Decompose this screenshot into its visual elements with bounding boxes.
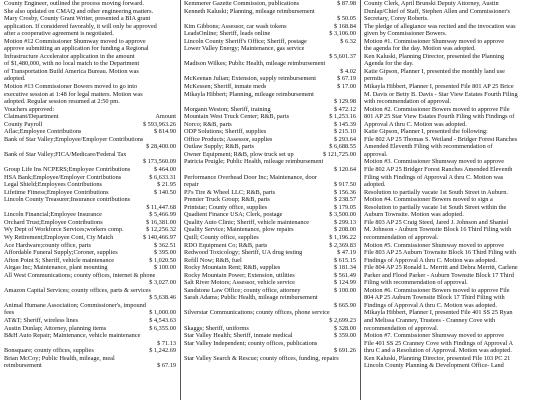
voucher-description: Skaggs; Sheriff, uniforms <box>184 324 249 332</box>
voucher-row <box>184 189 356 197</box>
amount-line: $ 691.26 <box>333 347 356 355</box>
voucher-amount: $ 1,253.16 <box>329 113 356 121</box>
voucher-row <box>4 264 176 272</box>
voucher-amount: $ 16,381.00 <box>146 218 176 226</box>
voucher-amount: $ 299.13 <box>333 218 356 226</box>
text-line: File 803 AP 25 Craig Steed, Jared J. Johnson and Shantel <box>364 218 509 226</box>
text-line: The pledge of allegiance was recited and the invocation was <box>364 22 516 30</box>
voucher-row <box>4 121 176 129</box>
amount-line: $ 129.98 <box>333 98 356 106</box>
voucher-row <box>4 347 176 355</box>
text-line: Parker and Flood Parker - Auburn Townsite Block 17 Third <box>364 271 514 279</box>
voucher-row <box>4 257 176 265</box>
voucher-description: reimbursement <box>4 362 42 370</box>
voucher-amount: $ 17.00 <box>337 83 356 91</box>
voucher-row <box>184 136 356 144</box>
voucher-row <box>184 60 356 68</box>
text-line: Katie Gipson, Planner I, presented the monthly land use <box>364 67 505 75</box>
voucher-description: Star Valley Search & Rescue; county offices, funding, repairs <box>184 354 339 362</box>
text-line: File 802 AP 25 Bridger Forest Ranches Amended Eleventh <box>364 166 513 174</box>
amount-line: $ 120.64 <box>333 166 356 174</box>
voucher-description: Affordable Funeral Supply;Coroner, supplies <box>4 249 118 257</box>
voucher-row <box>4 166 176 174</box>
voucher-row <box>4 226 176 234</box>
text-line: B&H Auto Repair; Maintenance, vehicle maintenance <box>4 332 141 340</box>
voucher-description: Afton Point S; Sheriff, vehicle maintenance <box>4 256 115 264</box>
voucher-row <box>4 128 176 136</box>
text-line: Secretary, Corey Roberts. <box>364 15 429 23</box>
voucher-amount: $ 293.64 <box>333 135 356 143</box>
voucher-description: Lifetime Fitness;Employee Contributions <box>4 188 109 196</box>
voucher-row <box>184 340 356 348</box>
voucher-amount: $ 140.50 <box>153 188 176 196</box>
amount-line: $ 3,027.00 <box>149 279 176 287</box>
voucher-amount: $ 917.50 <box>333 181 356 189</box>
voucher-row <box>4 234 176 242</box>
voucher-row <box>184 264 356 272</box>
text-line: Approval A thru C. Motion was adopted. <box>364 120 467 128</box>
voucher-description: Morgann Weston; Sheriff, training <box>184 105 271 113</box>
text-line: Vouchers approved: <box>4 105 55 113</box>
column-right <box>364 0 536 400</box>
voucher-row <box>184 234 356 242</box>
voucher-description: Quadient Finance USA; Clerk, postage <box>184 211 283 219</box>
text-line: permits <box>364 75 383 83</box>
column-left <box>4 0 176 400</box>
voucher-row <box>4 249 176 257</box>
voucher-description: Claimant/Department <box>4 113 59 121</box>
voucher-amount <box>174 272 176 280</box>
text-line: Findings of Approval A thru C. Motion was adopted. <box>364 256 497 264</box>
voucher-row <box>184 30 356 38</box>
voucher-row <box>184 113 356 121</box>
voucher-row <box>4 174 176 182</box>
amount-line: $ 5,601.37 <box>329 52 356 60</box>
voucher-amount: $ 208.00 <box>333 226 356 234</box>
text-line: Motion #1. Commissioner Shumway moved to approve <box>364 37 505 45</box>
voucher-amount <box>174 287 176 295</box>
voucher-amount <box>174 151 176 159</box>
voucher-description: Ace Hardware;county office, parts <box>4 241 91 249</box>
voucher-amount: Amount <box>155 113 176 121</box>
voucher-amount <box>174 136 176 144</box>
voucher-row <box>184 83 356 91</box>
voucher-description: Kim Gibbons; Assessor, car wash tokens <box>184 22 287 30</box>
voucher-row <box>4 362 176 370</box>
text-line: Animal Humane Association; Commissioner's, impound <box>4 301 146 309</box>
amount-line: $ 4.02 <box>340 67 356 75</box>
voucher-amount: $ 87.98 <box>337 0 356 7</box>
voucher-row <box>184 355 356 363</box>
text-line: Ken Kaluski, Planning Director, presented the Planning <box>364 52 504 60</box>
voucher-amount: $ 4,543.63 <box>149 316 176 324</box>
text-line: File 804 AP 25 Ronald L. Merritt and Debra Merritt, Carlene <box>364 264 518 272</box>
voucher-description: Lincoln Financial;Employee Insurance <box>4 211 102 219</box>
voucher-row <box>184 174 356 182</box>
voucher-row <box>4 309 176 317</box>
voucher-amount: $ 6.32 <box>340 37 356 45</box>
amount-line: $ 665.90 <box>333 301 356 309</box>
voucher-amount: $ 561.49 <box>333 271 356 279</box>
text-line: recommendation of approval. <box>364 324 439 332</box>
voucher-row <box>4 113 176 121</box>
text-line: County Engineer, outlined the process moving forward. <box>4 0 144 7</box>
voucher-amount: $ 2,369.83 <box>329 241 356 249</box>
voucher-amount <box>354 91 356 99</box>
voucher-row <box>184 45 356 53</box>
voucher-row <box>184 309 356 317</box>
voucher-row <box>4 317 176 325</box>
voucher-row <box>184 38 356 46</box>
voucher-row <box>184 249 356 257</box>
voucher-description: Kemmerer Gazette Commission, publications <box>184 0 300 7</box>
voucher-amount: $ 145.39 <box>333 120 356 128</box>
voucher-description: Owner Equipment; R&B, plow truck set up <box>184 150 294 158</box>
amount-line: $ 28,400.00 <box>146 143 176 151</box>
voucher-description: Brian McCoy; Public Health, mileage, meal <box>4 354 115 362</box>
voucher-row <box>4 355 176 363</box>
voucher-description: Mikayla Hibbert; Planning, mileage reimbursement <box>184 90 314 98</box>
voucher-description: PJ's Tire & Wheel LLC; R&B, parts <box>184 188 276 196</box>
voucher-row <box>184 23 356 31</box>
voucher-amount: $ 3,106.00 <box>329 30 356 38</box>
voucher-amount: $ 395.00 <box>153 249 176 257</box>
text-line: Lincoln County Planning & Development Office- Land <box>364 362 504 370</box>
voucher-row <box>4 287 176 295</box>
text-line: given by Commissioner Bowers. <box>364 30 447 38</box>
voucher-amount: $ 615.15 <box>333 256 356 264</box>
text-line: Katie Gipson, Planner I, presented the following: <box>364 128 488 136</box>
text-line: with recommendation of approval. <box>364 98 452 106</box>
voucher-description: repair <box>184 181 199 189</box>
voucher-row <box>4 151 176 159</box>
voucher-description: Performance Overhead Door Inc; Maintenance, door <box>184 173 317 181</box>
text-line: File 401 SS 25 Cranney Cove with Findings of Approval A <box>364 339 514 347</box>
voucher-description: Lincoln County Treasurer;Insurance contributions <box>4 196 131 204</box>
voucher-amount: $ 3,500.00 <box>329 211 356 219</box>
voucher-description: Bonsquare; county offices, supplies <box>4 347 94 355</box>
voucher-amount: $ 100.00 <box>333 286 356 294</box>
voucher-description: Mountain West Truck Center; R&B, parts <box>184 113 290 121</box>
voucher-description: Austin Dunlap; Attorney, planning items <box>4 324 107 332</box>
voucher-row <box>184 196 356 204</box>
voucher-amount: $ 238.57 <box>333 196 356 204</box>
text-line: adopted. <box>4 75 26 83</box>
voucher-description: Office Products; Assessor, supplies <box>184 135 273 143</box>
text-line: the agenda for the day. Motion was adopted. <box>364 45 476 53</box>
voucher-description: Orchard Trust;Employee Contributions <box>4 218 103 226</box>
voucher-amount: $ 6,355.00 <box>149 324 176 332</box>
voucher-description: Outlaw Supply; R&B, parts <box>184 143 254 151</box>
voucher-row <box>184 287 356 295</box>
voucher-amount <box>354 8 356 16</box>
voucher-description: LeadsOnline; Sheriff, leads online <box>184 30 271 38</box>
voucher-description: Refill Now; R&B, fuel <box>184 256 242 264</box>
voucher-amount: $ 121,725.00 <box>322 150 356 158</box>
voucher-description: Amazon Capital Services; county offices, parts & services <box>4 286 151 294</box>
voucher-description: Star Valley Health; Sheriff, inmate medical <box>184 332 293 340</box>
text-line: Mikayla Hibbert, Planner I, presented File 401 SS 25 Ryan <box>364 309 513 317</box>
voucher-amount: $ 215.10 <box>333 128 356 136</box>
voucher-amount <box>174 196 176 204</box>
voucher-row <box>184 128 356 136</box>
voucher-row <box>4 189 176 197</box>
voucher-amount: $ 5,466.99 <box>149 211 176 219</box>
voucher-description: fees <box>4 309 15 317</box>
voucher-row <box>4 272 176 280</box>
amount-line: $ 173,560.09 <box>142 158 176 166</box>
voucher-amount: $ 1,020.50 <box>149 256 176 264</box>
voucher-amount: $ 6,688.55 <box>329 143 356 151</box>
voucher-row <box>184 158 356 166</box>
text-line: of Transportation Build America Bureau. Motion was <box>4 67 139 75</box>
voucher-amount <box>354 340 356 348</box>
voucher-amount: $ 1,196.22 <box>329 233 356 241</box>
voucher-description: Bank of Star Valley;FICA/Medicare/Federal Tax <box>4 150 127 158</box>
text-line: Ken Kaluski, Planning Director, presented File 103 PC 21 <box>364 354 511 362</box>
voucher-row <box>184 257 356 265</box>
amount-line: $ 71.13 <box>157 339 176 347</box>
text-line: Motion #12 Commissioner Shumway moved to approve <box>4 37 146 45</box>
voucher-row <box>184 8 356 16</box>
voucher-description: HSA Bank;Employee/Employer Contributions <box>4 173 122 181</box>
voucher-description: McKeenan Julian; Extension, supply reimbursement <box>184 75 317 83</box>
voucher-description: Premier Truck Group; R&B, parts <box>184 196 270 204</box>
voucher-row <box>184 219 356 227</box>
text-line: M. Johnson - Auburn Townsite Block 16 Third Filing with <box>364 226 512 234</box>
voucher-description: RDO Equipment Co; R&B, parts <box>184 241 268 249</box>
voucher-amount: $ 6,633.31 <box>149 173 176 181</box>
voucher-amount: $ 472.12 <box>333 105 356 113</box>
text-line: Auburn Townsite. Motion was adopted. <box>364 211 464 219</box>
voucher-row <box>4 211 176 219</box>
text-line: recommendation of approval. <box>364 233 439 241</box>
voucher-description: Printstar; County office, supplies <box>184 203 268 211</box>
text-line: Findings of Approval A thru C. Motion was adopted. <box>364 301 497 309</box>
voucher-amount: $ 124.99 <box>333 279 356 287</box>
text-line: 801 AP 25 Star View Estates Fourth Filing with Findings of <box>364 113 515 121</box>
voucher-description: Madison Wilkes; Public Health, mileage reimbursement <box>184 60 326 68</box>
voucher-description: Salt River Motors; Assessor, vehicle service <box>184 279 295 287</box>
voucher-row <box>184 242 356 250</box>
voucher-amount <box>354 60 356 68</box>
text-line: Motion #7. Commissioner Shumway moved to approve <box>364 332 505 340</box>
voucher-description: Rocky Mountain Power; Extension, utilities <box>184 271 295 279</box>
voucher-row <box>4 325 176 333</box>
voucher-description: Star Valley Independent; county offices, publications <box>184 339 318 347</box>
voucher-row <box>184 211 356 219</box>
voucher-description: Quality Service; Maintenance, plow repairs <box>184 226 294 234</box>
voucher-row <box>184 143 356 151</box>
voucher-description: Rocky Mountain Rent; R&B, supplies <box>184 264 281 272</box>
voucher-row <box>184 91 356 99</box>
voucher-amount: $ 362.51 <box>153 241 176 249</box>
voucher-amount: $ 140,466.97 <box>142 233 176 241</box>
text-line: thru C and a Resolution of Approval. Motion was adopted. <box>364 347 512 355</box>
text-line: Motion #6. Commissioner Bowers moved to approve File <box>364 286 510 294</box>
voucher-description: Lincoln County Sheriff's Office; Sheriff, postage <box>184 37 307 45</box>
text-line: adopted. <box>364 181 386 189</box>
voucher-description: County Payroll <box>4 120 43 128</box>
text-line: application. If considered favorably, it will only be approved <box>4 22 157 30</box>
amount-line: $ 50.05 <box>337 15 356 23</box>
voucher-row <box>184 181 356 189</box>
voucher-amount: $ 464.00 <box>153 166 176 174</box>
voucher-description: Norco; R&B, parts <box>184 120 232 128</box>
column-middle <box>184 0 356 400</box>
voucher-description: McKessen; Sheriff, inmate meds <box>184 83 267 91</box>
text-line: Agenda for the day. <box>364 60 414 68</box>
voucher-description: All West Communications; county offices, internet & phone <box>4 271 156 279</box>
text-line: File 802 AP 25 Thomas S. Weiland - Bridger Forest Ranches <box>364 135 518 143</box>
voucher-row <box>184 0 356 8</box>
text-line: Amended Eleventh Filing with recommendation of <box>364 143 493 151</box>
voucher-row <box>184 121 356 129</box>
text-line: Resolution to partially vacate 1st South Street within the <box>364 203 507 211</box>
voucher-amount: $ 179.05 <box>333 203 356 211</box>
voucher-row <box>184 226 356 234</box>
text-line: Filing with recommendation of approval. <box>364 279 468 287</box>
voucher-row <box>184 325 356 333</box>
voucher-row <box>4 181 176 189</box>
voucher-description: AT&T; Sheriff, wireless lines <box>4 316 79 324</box>
voucher-row <box>4 136 176 144</box>
amount-line: $ 2,699.23 <box>329 316 356 324</box>
text-line: executive session at 1:48 for legal matters. Motion was <box>4 90 143 98</box>
voucher-row <box>184 294 356 302</box>
text-line: Dunlap/Chief of Staff, Stephen Allen and Commissioner's <box>364 7 511 15</box>
voucher-amount: $ 168.84 <box>333 22 356 30</box>
amount-line: $ 11,447.68 <box>146 203 176 211</box>
voucher-amount: $ 814.90 <box>153 128 176 136</box>
text-line: after a cooperative agreement is negotiated. <box>4 30 114 38</box>
voucher-amount <box>174 355 176 363</box>
voucher-amount: $ 593,963.26 <box>142 120 176 128</box>
text-line: 804 AP 25 Auburn Townsite Block 17 Third Filing with <box>364 294 505 302</box>
column-divider <box>180 0 181 400</box>
voucher-amount: $ 47.19 <box>337 249 356 257</box>
voucher-description: Wy Retirement;Employee Cont, Cty Match <box>4 233 114 241</box>
voucher-description: Redwood Toxicology; Sheriff, UA drug testing <box>184 249 303 257</box>
text-line: approve submitting an application for funding a Regional <box>4 45 149 53</box>
text-line: Motion #2. Commissioner Bowers moved to approve File <box>364 105 510 113</box>
voucher-row <box>184 272 356 280</box>
voucher-amount: $ 156.36 <box>333 188 356 196</box>
voucher-row <box>184 204 356 212</box>
voucher-description: Group Life Ins NCPERS;Employee Contributions <box>4 166 131 174</box>
voucher-row <box>184 332 356 340</box>
voucher-amount: $ 1,242.69 <box>149 347 176 355</box>
voucher-amount: $ 12,256.32 <box>146 226 176 234</box>
text-line: She also updated on CMAQ and other engineering matters. <box>4 7 154 15</box>
text-line: Motion #3. Commissioner Shumway moved to approve <box>364 158 505 166</box>
voucher-description: Legal Shield;Employees Contributions <box>4 181 102 189</box>
voucher-amount <box>354 158 356 166</box>
voucher-row <box>184 75 356 83</box>
amount-line: $ 5,638.46 <box>149 294 176 302</box>
voucher-amount: $ 359.00 <box>333 332 356 340</box>
voucher-amount <box>354 294 356 302</box>
text-line: approval. <box>364 150 388 158</box>
voucher-amount: $ 21.95 <box>157 181 176 189</box>
voucher-amount: $ 100.00 <box>153 264 176 272</box>
text-line: Resolution to partially vacate 1st South Street in Auburn. <box>364 188 508 196</box>
text-line: Mary Crosby, County Grant Writer, presented a BIA grant <box>4 15 151 23</box>
voucher-description: Quill; County office, supplies <box>184 233 259 241</box>
voucher-amount <box>354 355 356 363</box>
text-line: M. Davis or Betty B. Davis - Star View Estates Fourth Filing <box>364 90 518 98</box>
voucher-description: Wy Dept of Workforce Services;workers comp. <box>4 226 124 234</box>
voucher-row <box>184 106 356 114</box>
voucher-amount: $ 67.19 <box>337 75 356 83</box>
text-line: Filing with Findings of Approval A thru C. Motion was <box>364 173 504 181</box>
voucher-description: Sarah Adams; Public Health, mileage reimbursement <box>184 294 318 302</box>
text-line: County Clerk, April Brunski Deputy Attorney, Austin <box>364 0 499 7</box>
text-line: Motion #13 Commissioner Bowers moved to go into <box>4 83 138 91</box>
text-line: Mikayla Hibbert, Planner I, presented File 801 AP 25 Brice <box>364 83 514 91</box>
voucher-description: Silverstar Communications; county offices, phone service <box>184 309 330 317</box>
voucher-amount: $ 1,000.00 <box>149 309 176 317</box>
voucher-description: Lower Valley Energy; Maintenance, gas service <box>184 45 305 53</box>
text-line: Motion #4. Commissioner Bowers moved to sign a <box>364 196 493 204</box>
voucher-description: Sandstone Law Office; county office, attorney <box>184 286 301 294</box>
text-line: of $1,480,000, with no local match to the Department <box>4 60 140 68</box>
column-divider <box>360 0 361 400</box>
voucher-row <box>4 242 176 250</box>
voucher-description: Aflac;Employee Contributions <box>4 128 82 136</box>
voucher-description: Quality Auto Clinic; Sheriff, vehicle maintenance <box>184 218 310 226</box>
voucher-description: Airgas Inc; Maintenance, plant mounting <box>4 264 108 272</box>
text-line: and Melissa Cranney, Trustees - Cranney Cove with <box>364 316 496 324</box>
voucher-description: Bank of Star Valley;Employee/Employer Contributions <box>4 135 144 143</box>
voucher-amount <box>354 174 356 182</box>
voucher-amount: $ 181.34 <box>333 264 356 272</box>
voucher-amount <box>354 309 356 317</box>
voucher-amount: $ 67.19 <box>157 362 176 370</box>
voucher-description: Patricia Pruigle; Public Health, mileage reimbursement <box>184 158 324 166</box>
voucher-row <box>184 279 356 287</box>
text-line: Motion #5. Commissioner Shumway moved to approve <box>364 241 505 249</box>
voucher-description: Kenneth Kaluski; Planning, mileage reimbursement <box>184 7 315 15</box>
voucher-row <box>4 219 176 227</box>
voucher-row <box>184 151 356 159</box>
text-line: adopted. Regular session resumed at 2:50 pm. <box>4 98 120 106</box>
text-line: Infrastructure Accelerator application in the amount <box>4 52 135 60</box>
text-line: File 803 AP 25 Auburn Townsite Block 16 Third Filing with <box>364 249 516 257</box>
voucher-description: ODP Solutions; Sheriff, supplies <box>184 128 267 136</box>
voucher-amount: $ 328.00 <box>333 324 356 332</box>
voucher-amount <box>354 45 356 53</box>
voucher-row <box>4 196 176 204</box>
